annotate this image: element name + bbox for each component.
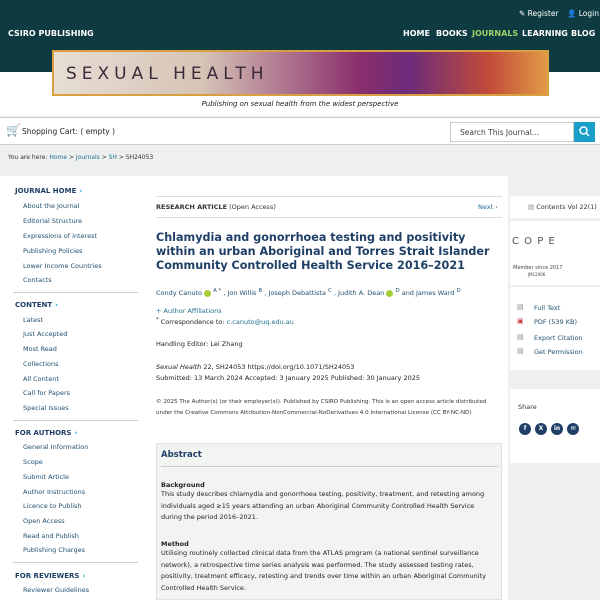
export-citation-icon: ▤ (517, 333, 524, 341)
sidebar-item-all-content[interactable]: All Content (23, 375, 59, 383)
facebook-share-icon[interactable]: f (519, 423, 531, 435)
sidebar-item-policies[interactable]: Publishing Policies (23, 247, 83, 255)
full-text-icon: ▤ (517, 303, 524, 311)
banner-title: SEXUAL HEALTH (66, 64, 269, 84)
contents-volume-link[interactable] (528, 203, 597, 211)
abstract-background-heading: Background (161, 481, 205, 489)
article-tools-box (510, 287, 600, 370)
nav-journals[interactable]: JOURNALS (472, 29, 519, 38)
sidebar-item-special-issues[interactable]: Special Issues (23, 404, 69, 412)
author-superscript: D (395, 288, 400, 294)
journal-tagline: Publishing on sexual health from the widest perspective (201, 100, 399, 108)
sidebar-divider (13, 292, 138, 293)
correspondence-email-link[interactable]: c.canuto@uq.edu.au (226, 318, 294, 327)
sidebar-heading-journal-home[interactable] (15, 187, 82, 195)
chevron-right-icon: › (79, 187, 83, 195)
list-icon: ▤ (528, 203, 535, 211)
sidebar-heading-content[interactable] (15, 301, 58, 309)
chevron-right-icon: › (74, 429, 78, 437)
author-link[interactable]: Judith A. Dean (338, 289, 385, 298)
sidebar-item-scope[interactable]: Scope (23, 458, 43, 466)
correspondence: * Correspondence to: c.canuto@uq.edu.au (156, 317, 294, 327)
handling-editor: Handling Editor: Lei Zhang (156, 340, 243, 348)
cart-search-bar (0, 117, 600, 145)
divider (156, 217, 502, 218)
sidebar-item-licence[interactable]: Licence to Publish (23, 502, 82, 510)
sidebar-item-submit-article[interactable]: Submit Article (23, 473, 69, 481)
email-share-icon[interactable]: ✉ (567, 423, 579, 435)
sidebar-item-just-accepted[interactable]: Just Accepted (23, 330, 68, 338)
login-link[interactable]: 👤 Login (567, 9, 599, 18)
sidebar-item-editorial[interactable]: Editorial Structure (23, 217, 83, 225)
cart-icon[interactable]: 🛒 (6, 123, 21, 137)
author-superscript: C (328, 288, 332, 294)
pdf-link[interactable]: PDF (539 KB) (534, 318, 577, 326)
sidebar-item-about[interactable]: About the Journal (23, 202, 80, 210)
license-statement: © 2025 The Author(s) (or their employer(s)). Published by CSIRO Publishing. This is an open access article distributed under the Creative Commons Attribution-NonCommercial-NoDerivatives 4.0 International License (CC BY-NC-ND) (156, 399, 487, 416)
sidebar-heading-for-reviewers[interactable] (15, 572, 85, 580)
sidebar-item-call-for-papers[interactable]: Call for Papers (23, 389, 70, 397)
chevron-right-icon: › (55, 301, 59, 309)
chevron-right-icon: › (82, 572, 86, 580)
abstract-method-heading: Method (161, 540, 189, 548)
cope-member-text: Member since 2017 (513, 265, 563, 271)
sidebar-item-expressions[interactable]: Expressions of interest (23, 232, 98, 240)
author-list: Condy Canuto $^{A *}$ , Jon Willis $^B$ , Joseph Debattista $^C$ , Judith A. Dean $^D$ and James Ward $^D$ (156, 288, 461, 298)
get-permission-link[interactable]: Get Permission (534, 348, 583, 356)
correspondence-label: Correspondence to: (160, 318, 225, 327)
sidebar-item-collections[interactable]: Collections (23, 360, 59, 368)
author-affiliations-toggle[interactable]: + Author Affiliations (156, 307, 222, 315)
cope-logo[interactable]: C O P E (512, 236, 556, 247)
export-citation-link[interactable]: Export Citation (534, 334, 583, 342)
breadcrumb-home[interactable]: Home (49, 154, 68, 161)
citation-journal: Sexual Health (156, 363, 202, 371)
author-link[interactable]: Jon Willis (227, 289, 257, 298)
breadcrumb-prefix: You are here: (8, 154, 48, 161)
article-type (156, 203, 276, 211)
breadcrumb: You are here: Home > Journals > SH > SH24053 (8, 154, 154, 161)
share-heading: Share (518, 403, 537, 411)
next-label: Next (478, 203, 494, 211)
x-share-icon[interactable]: X (535, 423, 547, 435)
divider (161, 466, 498, 467)
abstract-heading: Abstract (161, 450, 202, 460)
author-link[interactable]: Joseph Debattista (268, 289, 326, 298)
full-text-link[interactable]: Full Text (534, 304, 561, 312)
sidebar-heading-label: JOURNAL HOME (15, 187, 77, 195)
sidebar-item-reviewer-guidelines[interactable]: Reviewer Guidelines (23, 586, 90, 594)
sidebar-heading-label: FOR AUTHORS (15, 429, 72, 437)
cope-box (510, 221, 600, 285)
abstract-method-text: Utilising routinely collected clinical data from the ATLAS program (a national sentinel surveillance network), a retrospective time series analysis was performed. The study assessed testing rates, positivity, treatment efficacy, retesting and trends over time within an urban Aboriginal Community Controlled Health Service. (161, 549, 486, 592)
sidebar-item-contacts[interactable]: Contacts (23, 276, 52, 284)
author-superscript: A * (213, 288, 222, 294)
search-icon (574, 122, 595, 142)
journal-banner[interactable] (52, 50, 549, 96)
author-superscript: B (258, 288, 263, 294)
nav-home[interactable]: HOME (403, 29, 430, 38)
register-link[interactable]: ✎ Register (519, 9, 559, 18)
chevron-right-icon: › (495, 203, 498, 211)
sidebar-item-general-information[interactable]: General Information (23, 443, 89, 451)
nav-learning[interactable]: LEARNING (522, 29, 568, 38)
sidebar-item-read-and-publish[interactable]: Read and Publish (23, 532, 79, 540)
search-input[interactable]: Search This Journal... (450, 122, 574, 142)
linkedin-share-icon[interactable]: in (551, 423, 563, 435)
pdf-icon: ▣ (517, 317, 524, 325)
abstract-background-text: This study describes chlamydia and gonorrhoea testing, positivity, treatment, and retesting among individuals aged ≥15 years attending an urban Aboriginal Community Controlled Health Service during the period 2016–2021. (161, 490, 485, 521)
sidebar-item-most-read[interactable]: Most Read (23, 345, 57, 353)
author-link[interactable]: James Ward (416, 289, 455, 298)
author-superscript: D (456, 288, 461, 294)
breadcrumb-journals[interactable]: Journals (75, 154, 100, 161)
article-title: Chlamydia and gonorrhoea testing and positivity within an urban Aboriginal and Torres Strait Islander Community Controlled Health Service 2016–2021 (156, 231, 490, 272)
next-article-link[interactable] (478, 203, 498, 211)
orcid-icon[interactable] (386, 290, 393, 297)
sidebar-divider (13, 420, 138, 421)
breadcrumb-current: SH24053 (125, 154, 154, 161)
sidebar-heading-label: CONTENT (15, 301, 53, 309)
cope-id: JM12006 (528, 272, 546, 277)
article-type-label: RESEARCH ARTICLE (156, 203, 228, 211)
sidebar-item-latest[interactable]: Latest (23, 316, 44, 324)
nav-blog[interactable]: BLOG (571, 29, 596, 38)
login-label: Login (578, 9, 599, 18)
citation-doi[interactable]: 22, SH24053 https://doi.org/10.1071/SH24053 (203, 363, 355, 371)
sidebar-heading-for-authors[interactable] (15, 429, 77, 437)
abstract-panel (156, 443, 502, 600)
breadcrumb-sh[interactable]: SH (108, 154, 117, 161)
sidebar-divider (13, 562, 138, 563)
search-button[interactable] (574, 122, 595, 142)
access-label: (Open Access) (229, 203, 276, 211)
sidebar-heading-label: FOR REVIEWERS (15, 572, 80, 580)
register-label: Register (527, 9, 559, 18)
sidebar-item-lower-income[interactable]: Lower Income Countries (23, 262, 102, 270)
orcid-icon[interactable] (204, 290, 211, 297)
brand-logo[interactable]: CSIRO PUBLISHING (8, 29, 94, 38)
contents-label: Contents Vol 22(1) (536, 203, 597, 211)
sidebar-item-open-access[interactable]: Open Access (23, 517, 65, 525)
sidebar-item-publishing-charges[interactable]: Publishing Charges (23, 546, 85, 554)
permission-icon: ▤ (517, 347, 524, 355)
article-dates: Submitted: 13 March 2024 Accepted: 3 January 2025 Published: 30 January 2025 (156, 374, 421, 382)
shopping-cart-link[interactable]: Shopping Cart: ( empty ) (22, 127, 116, 136)
citation (156, 363, 354, 371)
sidebar-item-author-instructions[interactable]: Author Instructions (23, 488, 86, 496)
author-link[interactable]: Condy Canuto (156, 289, 202, 298)
divider (156, 196, 502, 197)
nav-books[interactable]: BOOKS (436, 29, 468, 38)
